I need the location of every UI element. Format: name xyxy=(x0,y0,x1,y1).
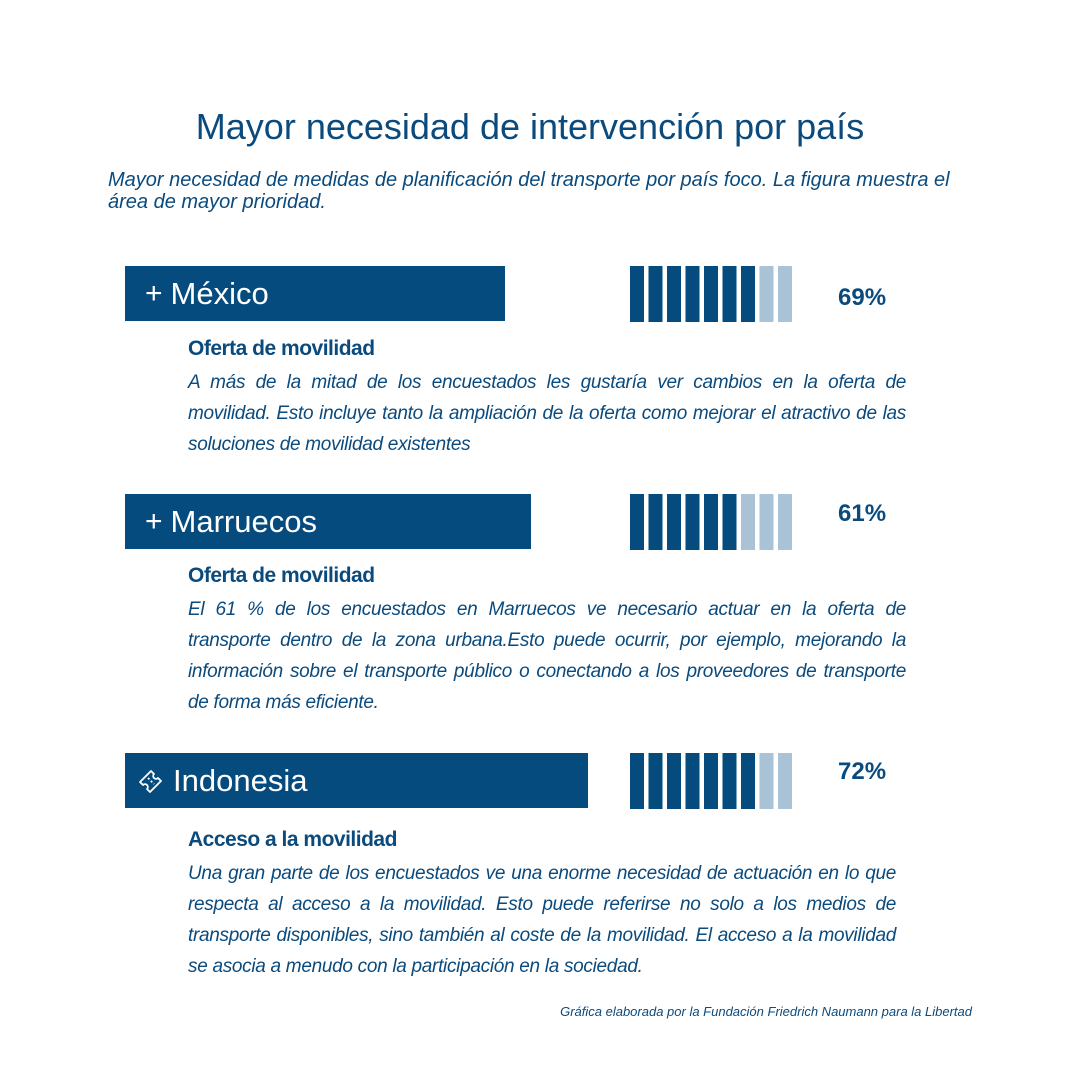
meter-segment-filled xyxy=(686,753,700,809)
country-banner-mexico xyxy=(125,266,505,321)
source-credit: Gráfica elaborada por la Fundación Friedrich Naumann para la Libertad xyxy=(560,1004,972,1019)
meter-indonesia xyxy=(630,753,796,809)
percent-label-marruecos: 61% xyxy=(838,500,887,527)
meter-mexico xyxy=(630,266,796,322)
meter-marruecos xyxy=(630,494,796,550)
country-banner-marruecos xyxy=(125,494,531,549)
area-heading-mexico: Oferta de movilidad xyxy=(188,337,375,360)
meter-segment-filled xyxy=(667,266,681,322)
meter-segment-filled xyxy=(741,266,755,322)
country-name: México xyxy=(170,275,269,311)
description-indonesia: Una gran parte de los encuestados ve una enorme necesidad de actuación en lo que respecta al acceso a la movilidad. Esto puede referirse no solo a los medios de transporte disponibles, sino también al coste de la movilidad. El acceso a la movilidad se asocia a menudo con la participación en la sociedad. xyxy=(188,863,896,977)
meter-segment-empty xyxy=(741,494,755,550)
meter-segment-filled xyxy=(667,494,681,550)
meter-segment-filled xyxy=(704,494,718,550)
meter-segment-filled xyxy=(649,494,663,550)
meter-segment-empty xyxy=(760,494,774,550)
meter-segment-filled xyxy=(723,753,737,809)
plus-icon: + xyxy=(145,504,163,538)
meter-segment-filled xyxy=(630,266,644,322)
meter-segment-filled xyxy=(649,753,663,809)
meter-segment-empty xyxy=(778,494,792,550)
meter-segment-filled xyxy=(704,753,718,809)
meter-segment-filled xyxy=(667,753,681,809)
country-banner-indonesia xyxy=(125,753,588,808)
meter-segment-filled xyxy=(723,266,737,322)
meter-segment-empty xyxy=(778,753,792,809)
country-name: Indonesia xyxy=(173,762,308,798)
meter-segment-empty xyxy=(778,266,792,322)
page-subtitle: Mayor necesidad de medidas de planificación del transporte por país foco. La figura muestra el área de mayor prioridad. xyxy=(108,169,950,213)
plus-icon: + xyxy=(145,276,163,310)
meter-segment-empty xyxy=(760,266,774,322)
description-marruecos: El 61 % de los encuestados en Marruecos ve necesario actuar en la oferta de transporte dentro de la zona urbana.Esto puede ocurrir, por ejemplo, mejorando la información sobre el transporte público o conectando a los proveedores de transporte de forma más eficiente. xyxy=(188,599,906,713)
meter-segment-filled xyxy=(723,494,737,550)
area-heading-marruecos: Oferta de movilidad xyxy=(188,564,375,587)
meter-segment-empty xyxy=(760,753,774,809)
country-name: Marruecos xyxy=(170,503,317,539)
percent-label-mexico: 69% xyxy=(838,284,887,311)
area-heading-indonesia: Acceso a la movilidad xyxy=(188,828,397,851)
percent-label-indonesia: 72% xyxy=(838,758,887,785)
meter-segment-filled xyxy=(630,753,644,809)
page-title: Mayor necesidad de intervención por país xyxy=(195,106,865,147)
meter-segment-filled xyxy=(704,266,718,322)
description-mexico: A más de la mitad de los encuestados les gustaría ver cambios en la oferta de movilidad. Esto incluye tanto la ampliación de la oferta como mejorar el atractivo de las soluciones de movilidad existentes xyxy=(188,372,906,455)
ticket-icon xyxy=(137,767,165,795)
meter-segment-filled xyxy=(686,266,700,322)
meter-segment-filled xyxy=(630,494,644,550)
meter-segment-filled xyxy=(649,266,663,322)
meter-segment-filled xyxy=(741,753,755,809)
meter-segment-filled xyxy=(686,494,700,550)
